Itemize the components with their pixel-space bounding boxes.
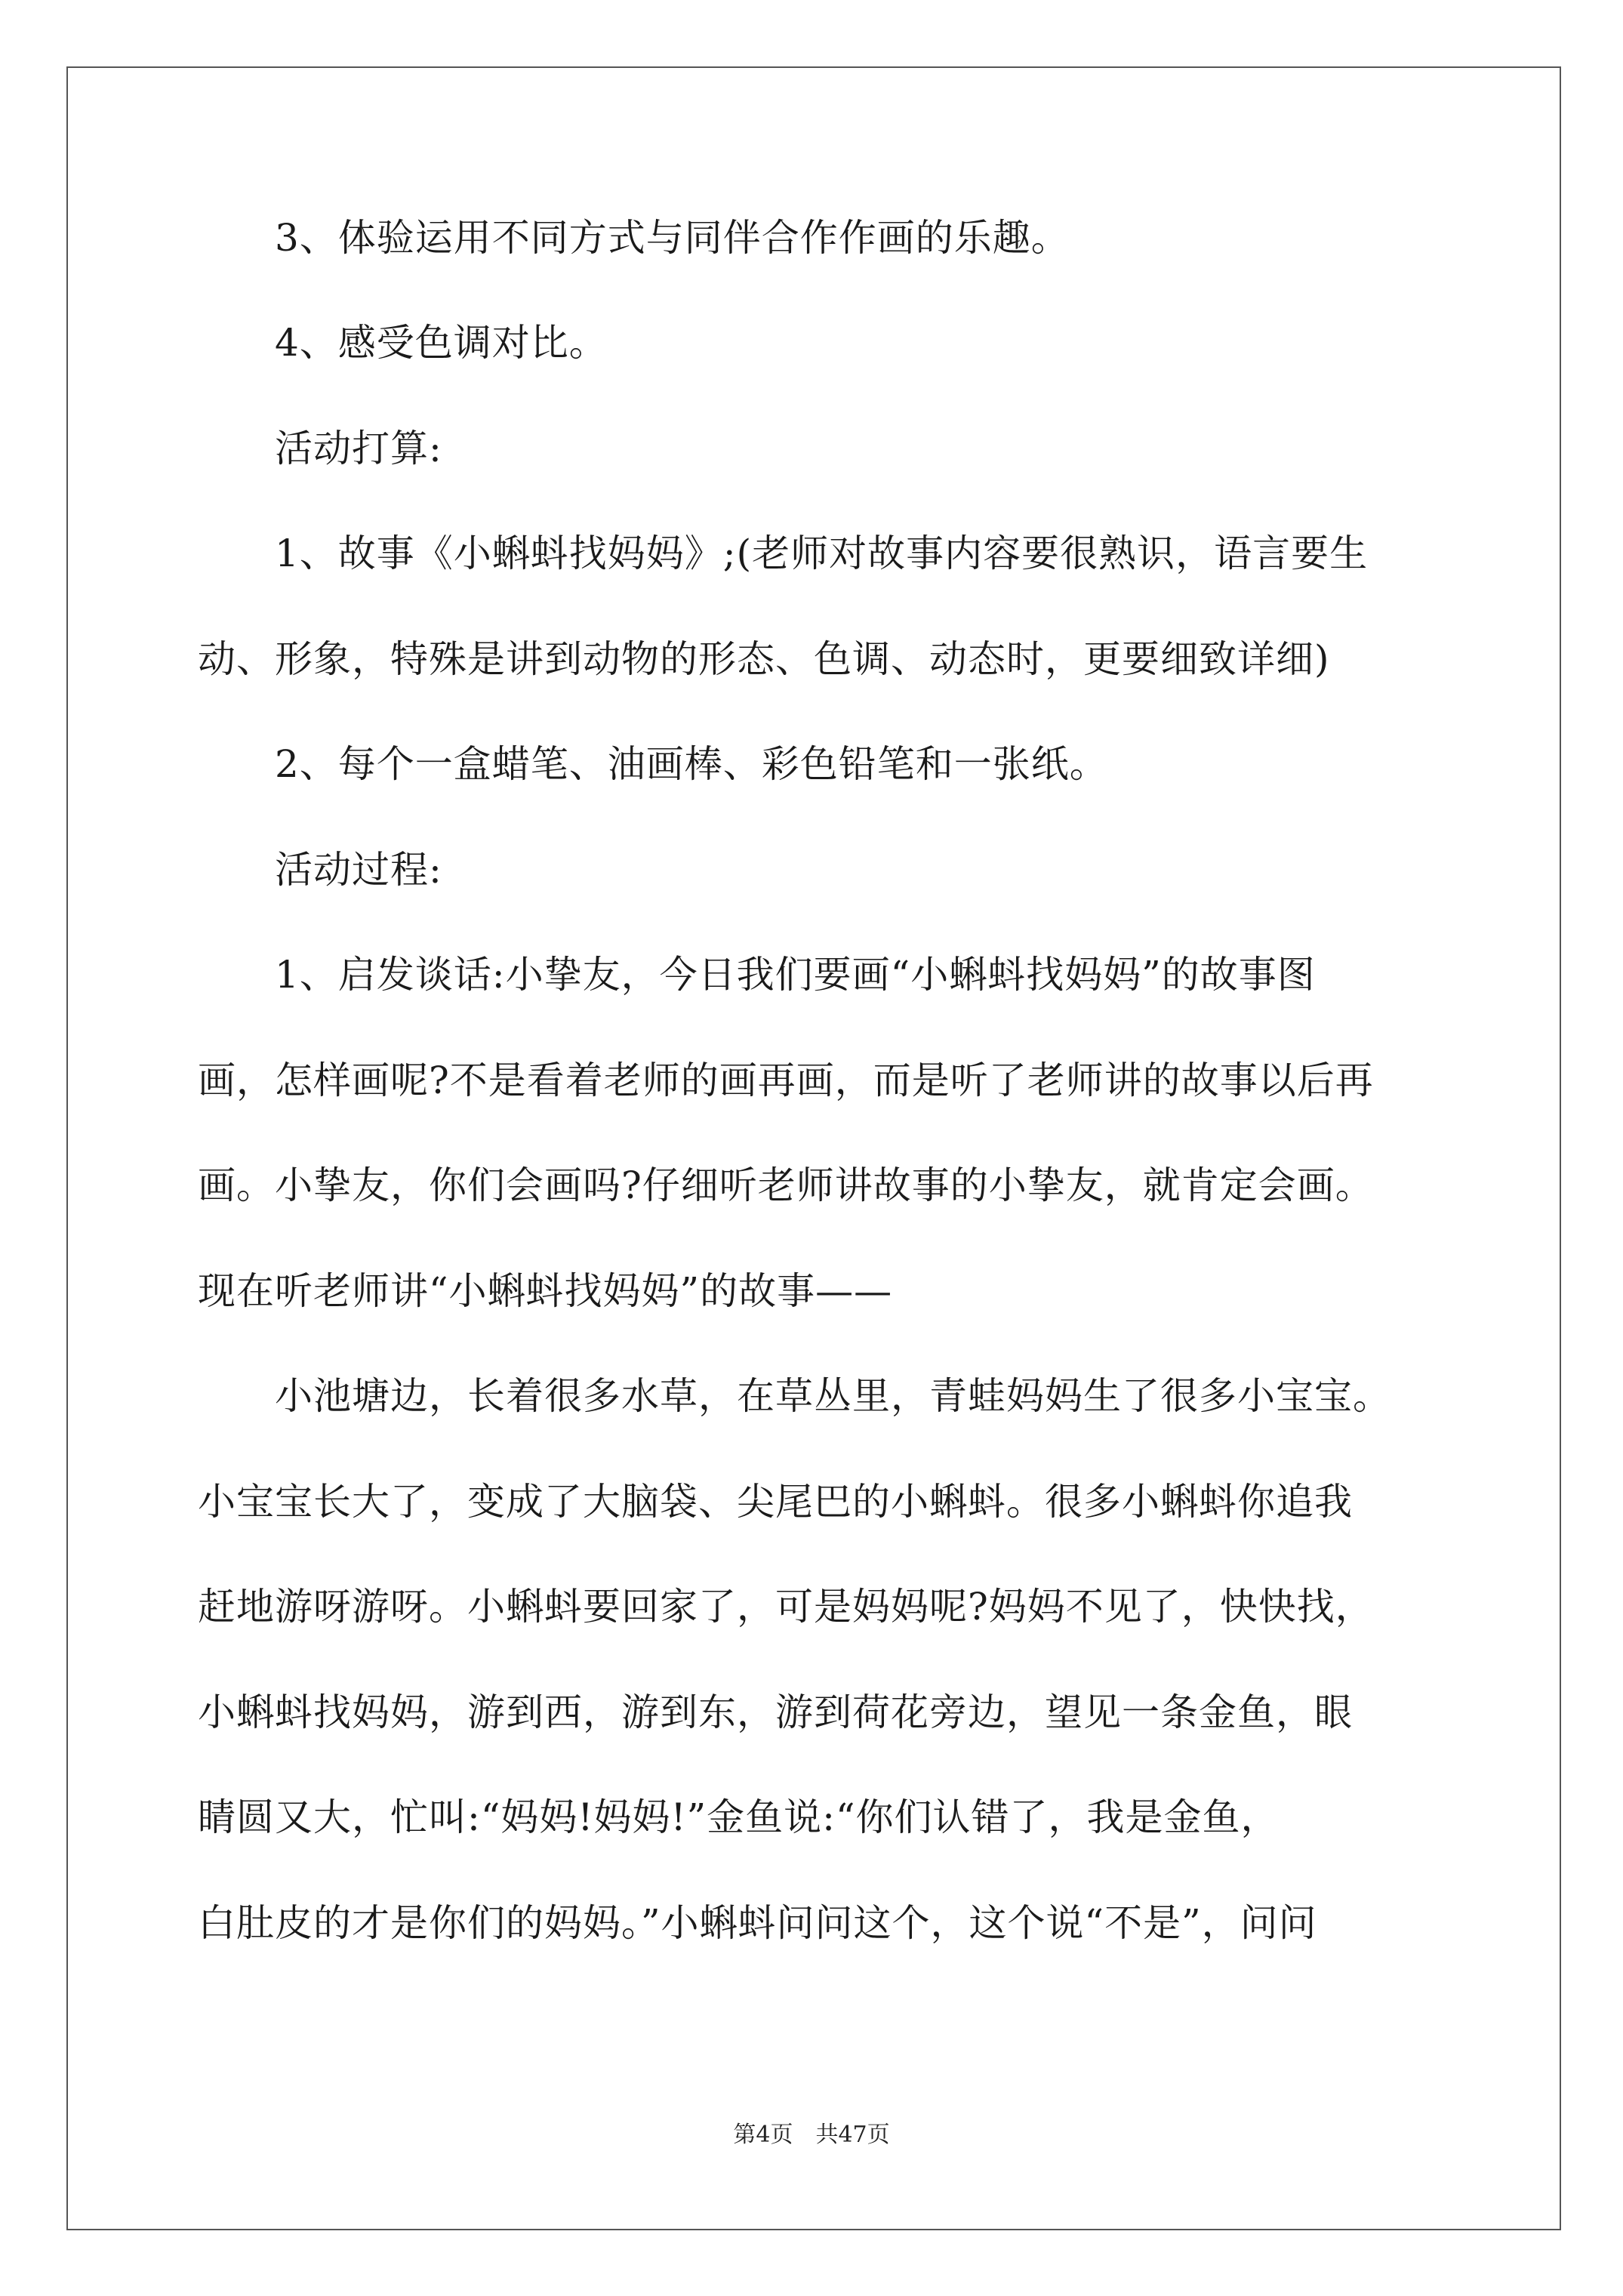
paragraph-line: 1、故事《小蝌蚪找妈妈》;(老师对故事内容要很熟识，语言要生 (275, 532, 1369, 575)
paragraph-line: 小宝宝长大了，变成了大脑袋、尖尾巴的小蝌蚪。很多小蝌蚪你追我 (198, 1480, 1353, 1524)
paragraph-line: 现在听老师讲“小蝌蚪找妈妈”的故事—— (198, 1269, 893, 1313)
paragraph-line: 4、感受色调对比。 (275, 321, 608, 365)
paragraph-line: 白肚皮的才是你们的妈妈。”小蝌蚪问问这个，这个说“不是”，问问 (198, 1901, 1317, 1945)
paragraph-line: 画，怎样画呢?不是看着老师的画再画，而是听了老师讲的故事以后再 (198, 1059, 1374, 1102)
paragraph-line: 2、每个一盒蜡笔、油画棒、彩色铅笔和一张纸。 (275, 742, 1108, 786)
paragraph-line: 3、体验运用不同方式与同伴合作作画的乐趣。 (275, 216, 1070, 260)
paragraph-line: 睛圆又大，忙叫:“妈妈!妈妈!”金鱼说:“你们认错了，我是金鱼， (198, 1795, 1280, 1839)
paragraph-line: 赶地游呀游呀。小蝌蚪要回家了，可是妈妈呢?妈妈不见了，快快找， (198, 1585, 1374, 1629)
paragraph-line: 画。小挚友，你们会画吗?仔细听老师讲故事的小挚友，就肯定会画。 (198, 1163, 1374, 1207)
page-number: 第4页 共47页 (733, 2122, 890, 2148)
paragraph-line: 动、形象，特殊是讲到动物的形态、色调、动态时，更要细致详细) (198, 637, 1330, 681)
paragraph-line: 小池塘边，长着很多水草，在草丛里，青蛙妈妈生了很多小宝宝。 (275, 1374, 1391, 1418)
section-heading: 活动打算: (275, 427, 442, 470)
section-heading: 活动过程: (275, 848, 442, 892)
paragraph-line: 1、启发谈话:小挚友，今日我们要画“小蝌蚪找妈妈”的故事图 (275, 953, 1316, 997)
paragraph-line: 小蝌蚪找妈妈，游到西，游到东，游到荷花旁边，望见一条金鱼，眼 (198, 1690, 1353, 1734)
